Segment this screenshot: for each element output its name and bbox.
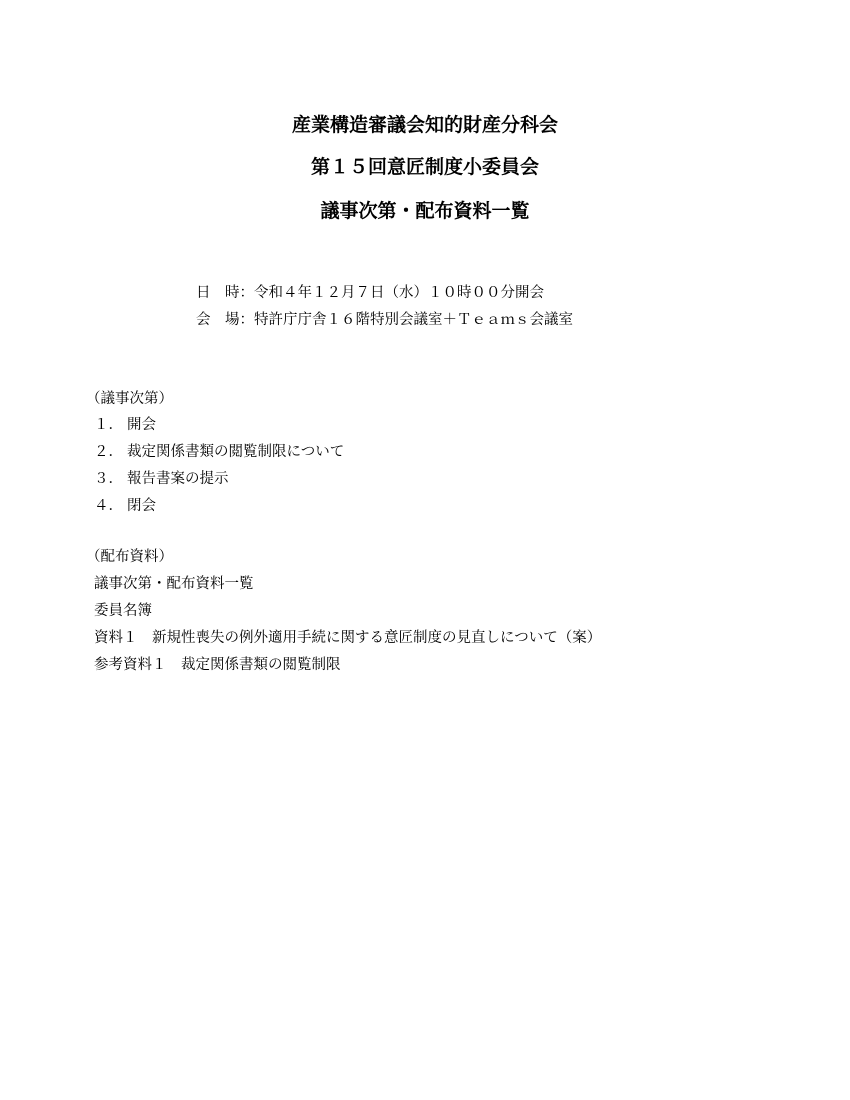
list-item [94,496,344,523]
item-text: 開会 [127,417,156,433]
document-subtitle: 議事次第・配布資料一覧 [320,200,530,222]
item-text: 裁定関係書類の閲覧制限について [127,444,345,460]
list-item [94,415,344,442]
item-text: 報告書案の提示 [127,471,229,487]
list-item [94,469,344,496]
list-item: 議事次第・配布資料一覧 [94,576,254,592]
document-title: 産業構造審議会知的財産分科会 [291,114,558,136]
list-item: 委員名簿 [94,603,152,619]
item-number: ４． [94,498,123,514]
materials-list [94,574,601,682]
agenda-heading: （議事次第） [86,391,173,407]
venue-row [196,310,573,330]
list-item [94,442,344,469]
list-item: 参考資料１ 裁定関係書類の閲覧制限 [94,657,341,673]
item-number: ３． [94,471,123,487]
item-text: 閉会 [127,498,156,514]
venue-label: 会 場： [196,312,254,328]
materials-heading: （配布資料） [86,549,173,565]
venue-value: 特許庁庁舎１６階特別会議室＋Ｔｅａｍｓ会議室 [254,312,573,328]
datetime-value: 令和４年１２月７日（水）１０時００分開会 [254,285,544,301]
committee-title: 第１５回意匠制度小委員会 [310,156,539,178]
list-item: 資料１ 新規性喪失の例外適用手続に関する意匠制度の見直しについて（案） [94,630,602,646]
item-number: １． [94,417,123,433]
agenda-list [94,415,344,523]
item-number: ２． [94,444,123,460]
datetime-label: 日 時： [196,285,254,301]
datetime-row [196,283,544,303]
